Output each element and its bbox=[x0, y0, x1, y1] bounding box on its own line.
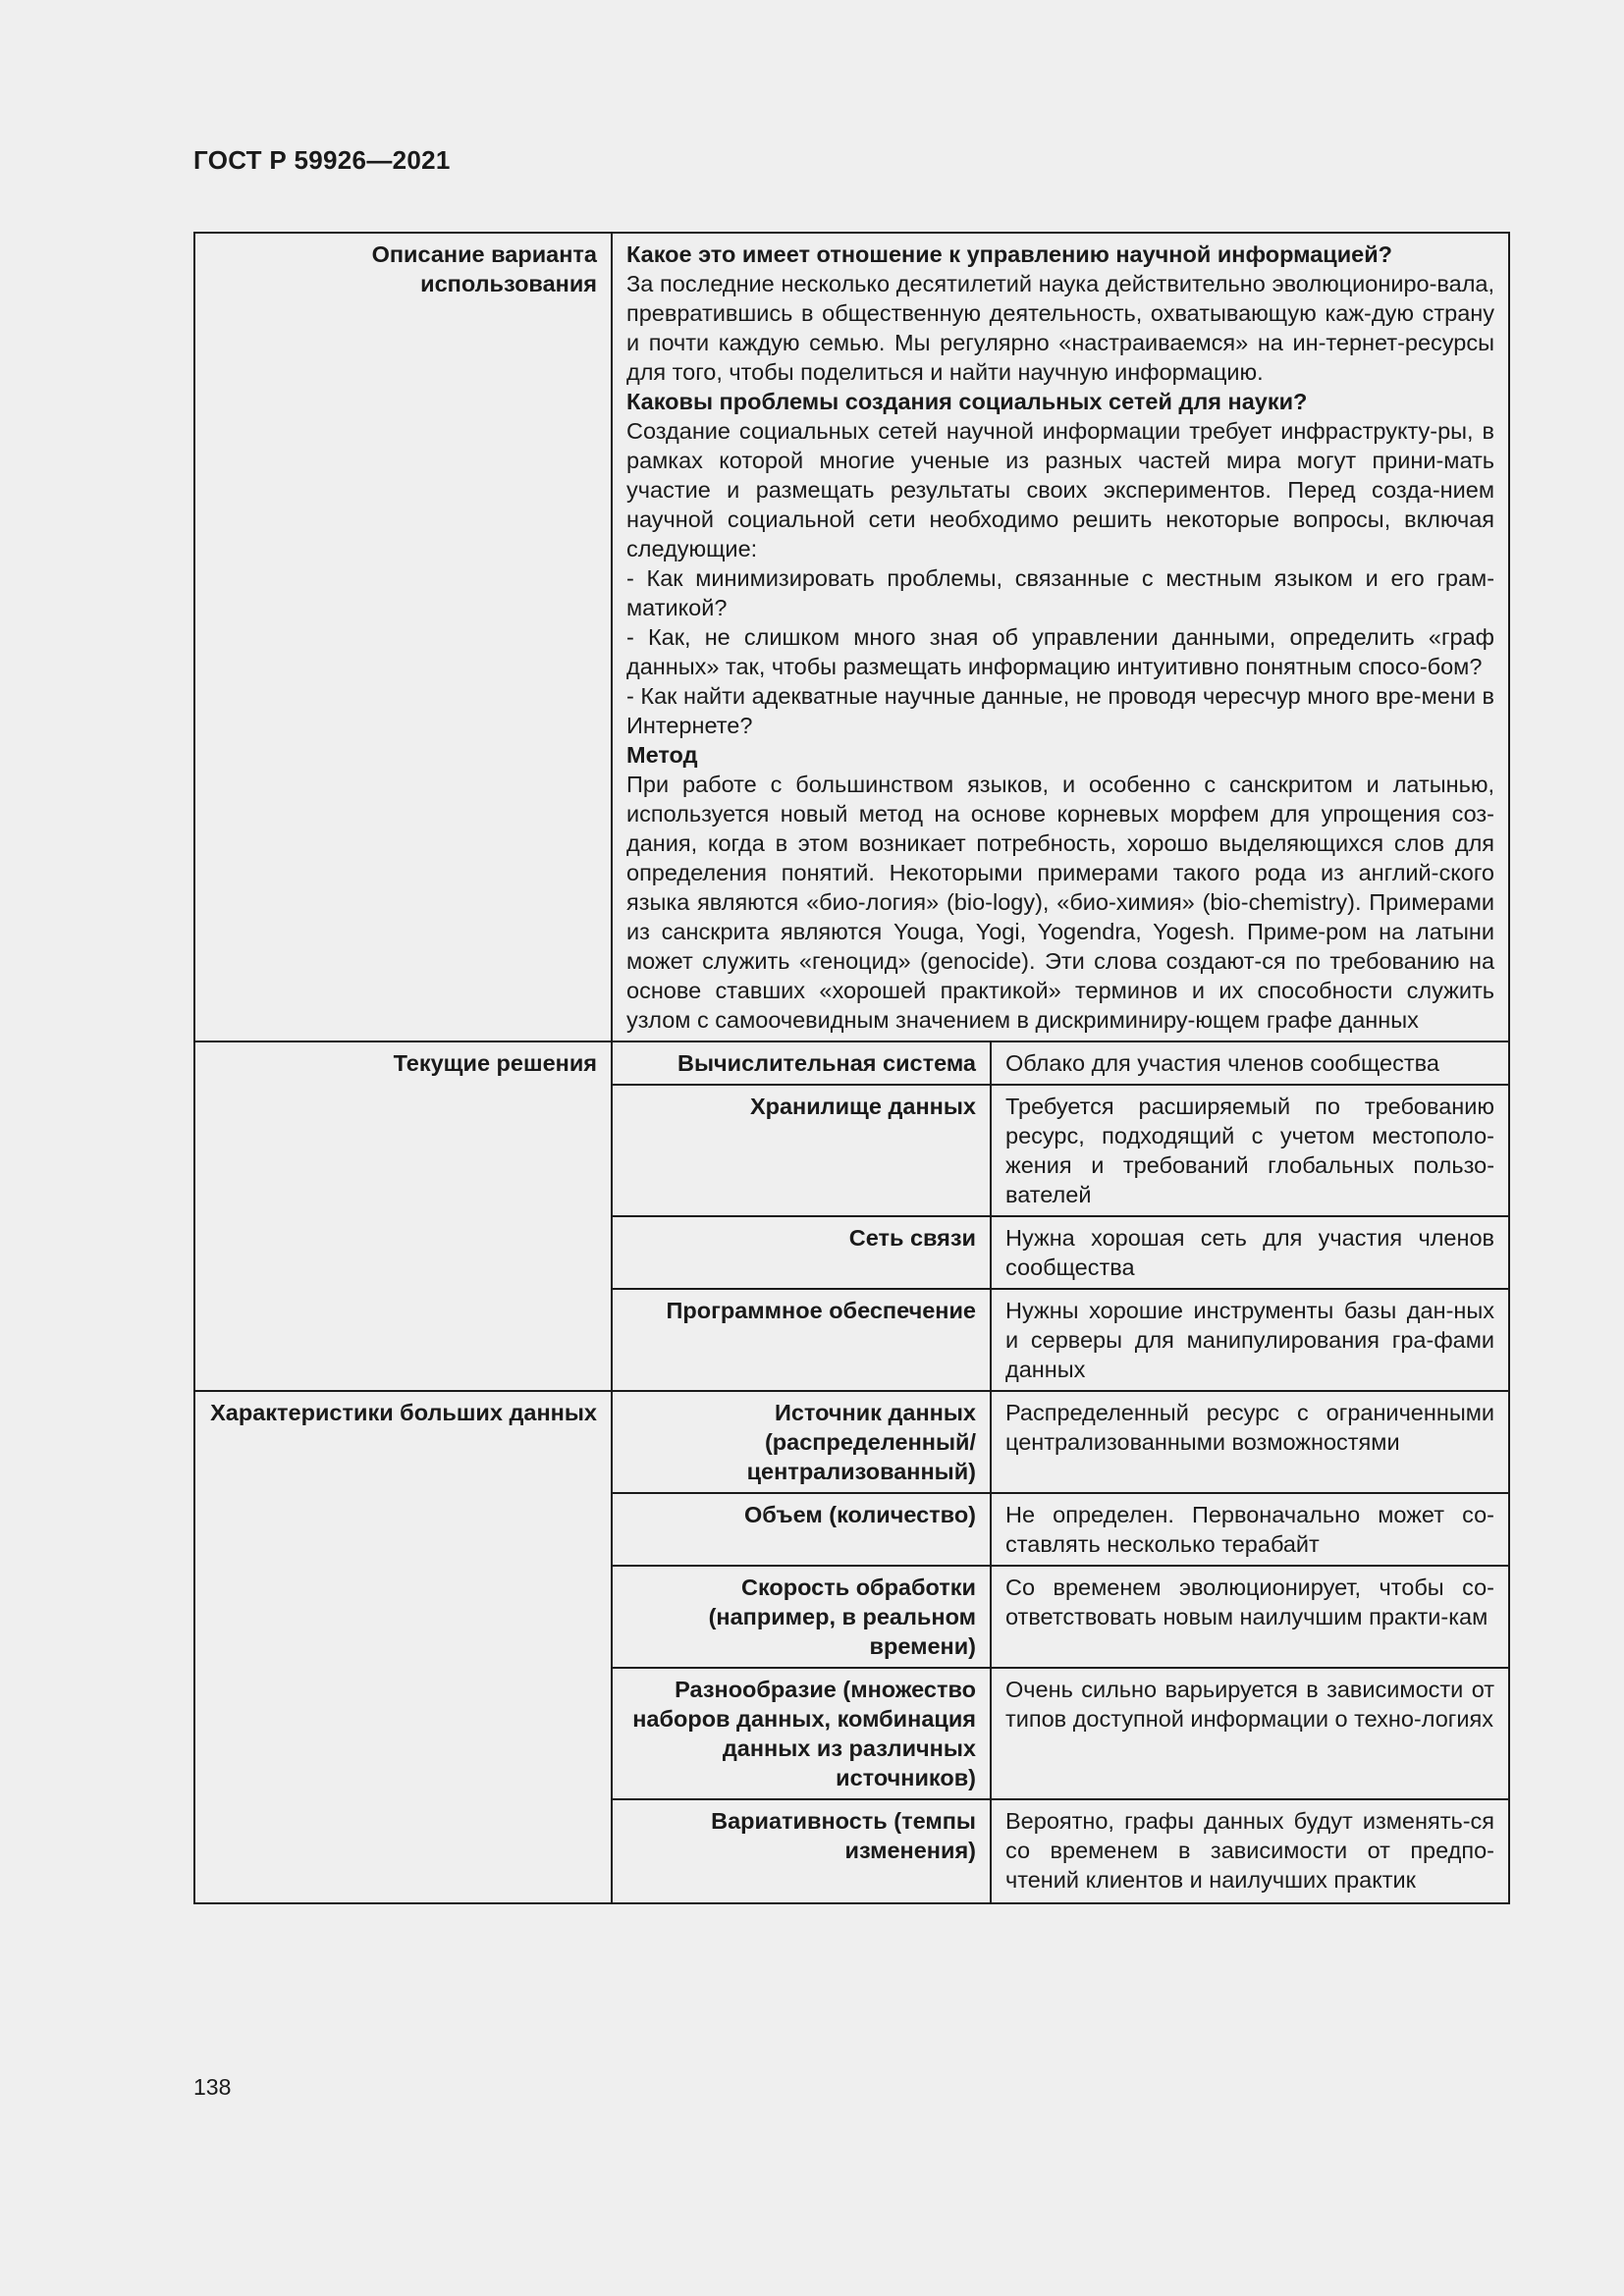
big-data-label: Характеристики больших данных bbox=[194, 1391, 612, 1903]
question-heading: Каковы проблемы создания социальных сетей для науки? bbox=[626, 389, 1308, 414]
table-row-value: Не определен. Первоначально может со-ставлять несколько терабайт bbox=[991, 1493, 1509, 1566]
table-row-key: Вычислительная система bbox=[612, 1041, 991, 1085]
current-solutions-label: Текущие решения bbox=[194, 1041, 612, 1391]
use-case-table bbox=[193, 232, 1510, 1904]
table-row-key: Источник данных (распределенный/ централизованный) bbox=[612, 1391, 991, 1493]
list-item: - Как, не слишком много зная об управлении данными, определить «граф данных» так, чтобы размещать информацию интуитивно понятным спосо-бом? bbox=[626, 624, 1495, 679]
paragraph: При работе с большинством языков, и особенно с санскритом и латынью, используется новый метод на основе корневых морфем для упрощения соз-дания, когда в этом возникает потребность, хорошо выделяющихся слов для определения понятий. Некоторыми примерами такого рода из англий-ского языка являются «био-логия» (bio-logy), «био-химия» (bio-chemistry). Примерами из санскрита являются Youga, Yogi, Yogendra, Yogesh. Приме-ром на латыни может служить «геноцид» (genocide). Эти слова создают-ся по требованию на основе ставших «хорошей практикой» терминов и их способности служить узлом с самоочевидным значением в дискриминиру-ющем графе данных bbox=[626, 772, 1495, 1033]
table-row-key: Скорость обработки (например, в реальном времени) bbox=[612, 1566, 991, 1668]
table-row-key: Хранилище данных bbox=[612, 1085, 991, 1216]
use-case-label: Описание варианта использования bbox=[194, 233, 612, 1041]
table-row-key: Вариативность (темпы изменения) bbox=[612, 1799, 991, 1903]
table-row-value: Облако для участия членов сообщества bbox=[991, 1041, 1509, 1085]
table-row-key: Программное обеспечение bbox=[612, 1289, 991, 1391]
table-row-value: Распределенный ресурс с ограниченными централизованными возможностями bbox=[991, 1391, 1509, 1493]
table-row-key: Разнообразие (множество наборов данных, комбинация данных из различных источников) bbox=[612, 1668, 991, 1799]
table-row-value: Нужна хорошая сеть для участия членов сообщества bbox=[991, 1216, 1509, 1289]
paragraph: За последние несколько десятилетий наука действительно эволюциониро-вала, превратившись в общественную деятельность, охватывающую каж-дую страну и почти каждую семью. Мы регулярно «настраиваемся» на ин-тернет-ресурсы для того, чтобы поделиться и найти научную информацию. bbox=[626, 271, 1495, 385]
current-solutions-row bbox=[194, 1041, 1509, 1085]
page-number: 138 bbox=[193, 2074, 232, 2100]
list-item: - Как найти адекватные научные данные, не проводя чересчур много вре-мени в Интернете? bbox=[626, 683, 1495, 738]
paragraph: Создание социальных сетей научной информации требует инфраструкту-ры, в рамках которой многие ученые из разных частей мира могут прини-мать участие и размещать результаты своих экспериментов. Перед созда-нием научной социальной сети необходимо решить некоторые вопросы, включая следующие: bbox=[626, 418, 1495, 561]
question-heading: Какое это имеет отношение к управлению научной информацией? bbox=[626, 241, 1393, 267]
table-row-value: Нужны хорошие инструменты базы дан-ных и серверы для манипулирования гра-фами данных bbox=[991, 1289, 1509, 1391]
list-item: - Как минимизировать проблемы, связанные с местным языком и его грам-матикой? bbox=[626, 565, 1495, 620]
table-row-value: Очень сильно варьируется в зависимости от типов доступной информации о техно-логиях bbox=[991, 1668, 1509, 1799]
table-row-value: Требуется расширяемый по требованию ресурс, подходящий с учетом местополо-жения и требований глобальных пользо-вателей bbox=[991, 1085, 1509, 1216]
table-row-key: Объем (количество) bbox=[612, 1493, 991, 1566]
method-heading: Метод bbox=[626, 742, 698, 768]
document-header: ГОСТ Р 59926—2021 bbox=[193, 145, 451, 175]
table-row-value: Вероятно, графы данных будут изменять-ся со временем в зависимости от предпо-чтений клиентов и наилучших практик bbox=[991, 1799, 1509, 1903]
big-data-row bbox=[194, 1391, 1509, 1493]
table-row-key: Сеть связи bbox=[612, 1216, 991, 1289]
table-row-value: Со временем эволюционирует, чтобы со-ответствовать новым наилучшим практи-кам bbox=[991, 1566, 1509, 1668]
use-case-description bbox=[612, 233, 1509, 1041]
use-case-row bbox=[194, 233, 1509, 1041]
